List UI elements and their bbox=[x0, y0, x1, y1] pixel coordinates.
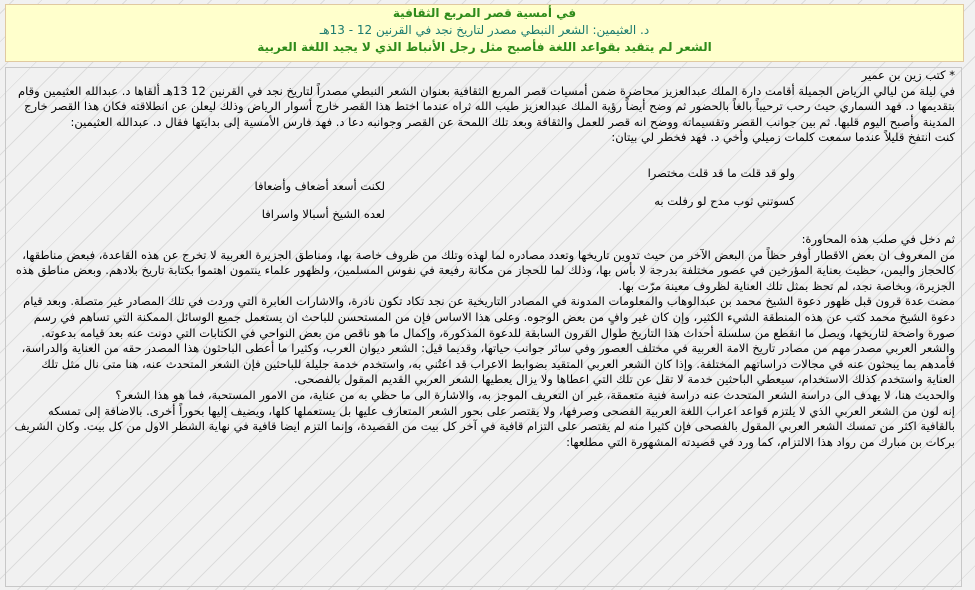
article-body bbox=[5, 67, 962, 587]
header-headline: الشعر لم يتقيد بقواعد اللغة فأصبح مثل رجل الأنباط الذي لا يجيد اللغة العربية bbox=[257, 40, 712, 54]
paragraph: والحديث هنا، لا يهدف الى دراسة الشعر المتحدث عنه دراسة فنية متعمقة، غير ان التعريف الموجز به، والاشارة الى ما حظي به من عناية، من الامور المستحبة، فما هو هذا الشعر؟ bbox=[115, 387, 955, 402]
poem-verse bbox=[10, 194, 955, 220]
paragraph: والشعر العربي مصدر مهم من مصادر تاريخ الامة العربية في مختلف العصور وفي سائر جوانب حياتها، وقديما قيل: الشعر ديوان العرب، وكثيرا ما أعطى الباحثون هذا المصدر حقه من العناية والدراسة، فأمدهم بما يبحثون عنه في مجالات دراساتهم المختلفة. وإذا كان الشعر العربي المتقيد بضوابط الاعراب قد اعتُني به، واستخدم خدمة جليلة للباحثين فإن الشعر المتحدث عنه، هنا متى نال مثل تلك العناية واستخدم كذلك الاستخدام، سيعطي الباحثين خدمة لا تقل عن تلك التي اعطاها ولا يزال يعطيها الشعر العربي القديم المقول بالفصحى. bbox=[21, 341, 955, 387]
spacer bbox=[10, 220, 955, 232]
verse-second-hemistich: لعده الشيخ أسبالا واسرافا bbox=[261, 206, 385, 221]
article-header bbox=[5, 4, 964, 62]
verse-first-hemistich: كسوتني ثوب مدح لو رفلت به bbox=[654, 193, 795, 208]
paragraph: من المعروف ان بعض الاقطار أوفر حظاً من البعض الآخر من حيث تدوين تاريخها وتعدد مصادره لما لهذه وتلك من ظروف خاصة بها، ومناطق الجزيرة العربية لا تخرج عن هذه القاعدة، فبعض مناطقها، كالحجاز واليمن، حظيت بعناية المؤرخين في عصور مختلفة بدرجة لا بأس بها، وذلك لما للحجاز من مكانة رفيعة في نفوس المسلمين، ولظهور علماء ينتمون اهتموا بكتابة تاريخ بلادهم. وبعض مناطق هذه الجزيرة، وبخاصة نجد، لم تحظ بمثل تلك العناية لظروف معينة مرّت بها. bbox=[15, 247, 955, 293]
paragraph: في ليلة من ليالي الرياض الجميلة أقامت دارة الملك عبدالعزيز محاضرة ضمن أمسيات قصر المربع الثقافية بعنوان الشعر النبطي مصدراً لتاريخ نجد في القرنين 12 13هـ ألقاها د. عبدالله العثيمين وقام بتقديمها د. فهد السماري حيث رحب ترحيباً بالغاً بالحضور ثم وضح أيضاً رؤية الملك عبدالعزيز طيب الله ثراه عندما اختط هذا القصر خارج أسوار الرياض وذلك ليعلن عن انطلاقته فكان هذا القصر خارج المدينة وأصبح اليوم قلبها. ثم بين جوانب القصر وتقسيماته ووضح انه قصر للعمل والثقافة وبعد تلك اللمحة عن القصر وجوانبه دعا د. فهد فارس الأمسية إلى بدايتها فقال د. عبدالله العثيمين: bbox=[18, 83, 955, 129]
paragraph: مضت عدة قرون قبل ظهور دعوة الشيخ محمد بن عبدالوهاب والمعلومات المدونة في المصادر التاريخية عن نجد تكاد تكون نادرة، والاشارات العابرة التي وردت في تلك المصادر غير متصلة. وبعد قيام دعوة الشيخ محمد كتب عن هذه المنطقة الشيء الكثير، وإن كان غير وافٍ من بعض الوجوه. وعلى هذا الاساس فإن من المستحسن للباحث ان يستعمل جميع الوسائل الممكنة التي تساهم في رسم صورة واضحة لتاريخها، ويصل ما انقطع من سلسلة أحداث هذا التاريخ طوال القرون السابقة للدعوة المذكورة، وإكمال ما هو ناقص من بعض النواحي في الكتابات التي دونت عنه بعد قيامه بدعوته. bbox=[23, 294, 955, 340]
paragraph: ثم دخل في صلب هذه المحاورة: bbox=[801, 231, 955, 246]
header-title: في أمسية قصر المربع الثقافية bbox=[392, 6, 577, 20]
byline: * كتب زين بن عمير bbox=[861, 68, 955, 82]
poem-verse bbox=[10, 166, 955, 192]
verse-first-hemistich: ولو قد قلت ما قد قلت مختصرا bbox=[647, 165, 795, 180]
paragraph: إنه لون من الشعر العربي الذي لا يلتزم قواعد اعراب اللغة العربية الفصحى وصرفها، ولا يقتصر على بحور الشعر المتعارف عليها بل يستعملها كلها، ويضيف إليها بحوراً أخرى. بالاضافة إلى تمسكه بالقافية اكثر من تمسك الشعر العربي المقول بالفصحى فإن كثيرا منه لم يقتصر على التزام قافية في آخر كل بيت من القصيدة، وإنما التزم ايضا قافية في نهاية الشطر الاول من كل بيت. وكان الشريف بركات بن مبارك من رواد هذا الالتزام، كما ورد في قصيدته المشهورة التي مطلعها: bbox=[14, 403, 955, 449]
header-subtitle: د. العثيمين: الشعر النبطي مصدر لتاريخ نجد في القرنين 12 - 13هـ bbox=[319, 23, 650, 37]
spacer bbox=[10, 146, 955, 166]
verse-second-hemistich: لكنت أسعد أضعاف وأضعافا bbox=[254, 178, 385, 193]
paragraph: كنت انتفخ قليلاً عندما سمعت كلمات زميلي وأخي د. فهد فخطر لي بيتان: bbox=[611, 130, 955, 145]
